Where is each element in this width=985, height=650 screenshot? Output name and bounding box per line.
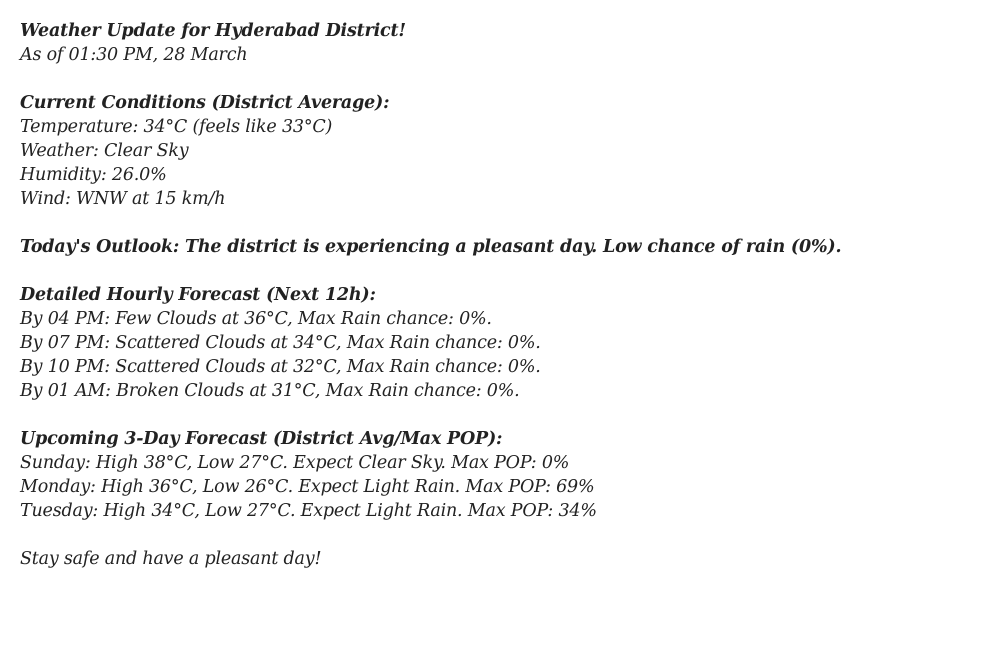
spacer xyxy=(20,259,965,283)
update-timestamp: As of 01:30 PM, 28 March xyxy=(20,45,248,65)
hourly-forecast-item: By 01 AM: Broken Clouds at 31°C, Max Rain chance: 0%. xyxy=(20,381,520,401)
spacer xyxy=(20,403,965,427)
hourly-forecast-heading: Detailed Hourly Forecast (Next 12h): xyxy=(20,285,376,305)
spacer xyxy=(20,211,965,235)
weather-line: Weather: Clear Sky xyxy=(20,141,189,161)
hourly-forecast-item: By 04 PM: Few Clouds at 36°C, Max Rain chance: 0%. xyxy=(20,309,492,329)
daily-forecast-section xyxy=(20,427,965,523)
daily-forecast-item: Monday: High 36°C, Low 26°C. Expect Light Rain. Max POP: 69% xyxy=(20,477,595,497)
document-title: Weather Update for Hyderabad District! xyxy=(20,21,406,41)
closing-message: Stay safe and have a pleasant day! xyxy=(20,549,322,569)
weather-update-document xyxy=(20,19,965,571)
temperature-line: Temperature: 34°C (feels like 33°C) xyxy=(20,117,333,137)
hourly-forecast-item: By 07 PM: Scattered Clouds at 34°C, Max Rain chance: 0%. xyxy=(20,333,541,353)
humidity-line: Humidity: 26.0% xyxy=(20,165,167,185)
spacer xyxy=(20,523,965,547)
current-conditions-section xyxy=(20,91,965,211)
daily-forecast-item: Tuesday: High 34°C, Low 27°C. Expect Light Rain. Max POP: 34% xyxy=(20,501,597,521)
daily-forecast-item: Sunday: High 38°C, Low 27°C. Expect Clear Sky. Max POP: 0% xyxy=(20,453,570,473)
hourly-forecast-item: By 10 PM: Scattered Clouds at 32°C, Max Rain chance: 0%. xyxy=(20,357,541,377)
wind-line: Wind: WNW at 15 km/h xyxy=(20,189,226,209)
current-conditions-heading: Current Conditions (District Average): xyxy=(20,93,390,113)
hourly-forecast-section xyxy=(20,283,965,403)
spacer xyxy=(20,67,965,91)
todays-outlook: Today's Outlook: The district is experiencing a pleasant day. Low chance of rain (0%). xyxy=(20,237,842,257)
daily-forecast-heading: Upcoming 3-Day Forecast (District Avg/Max POP): xyxy=(20,429,503,449)
